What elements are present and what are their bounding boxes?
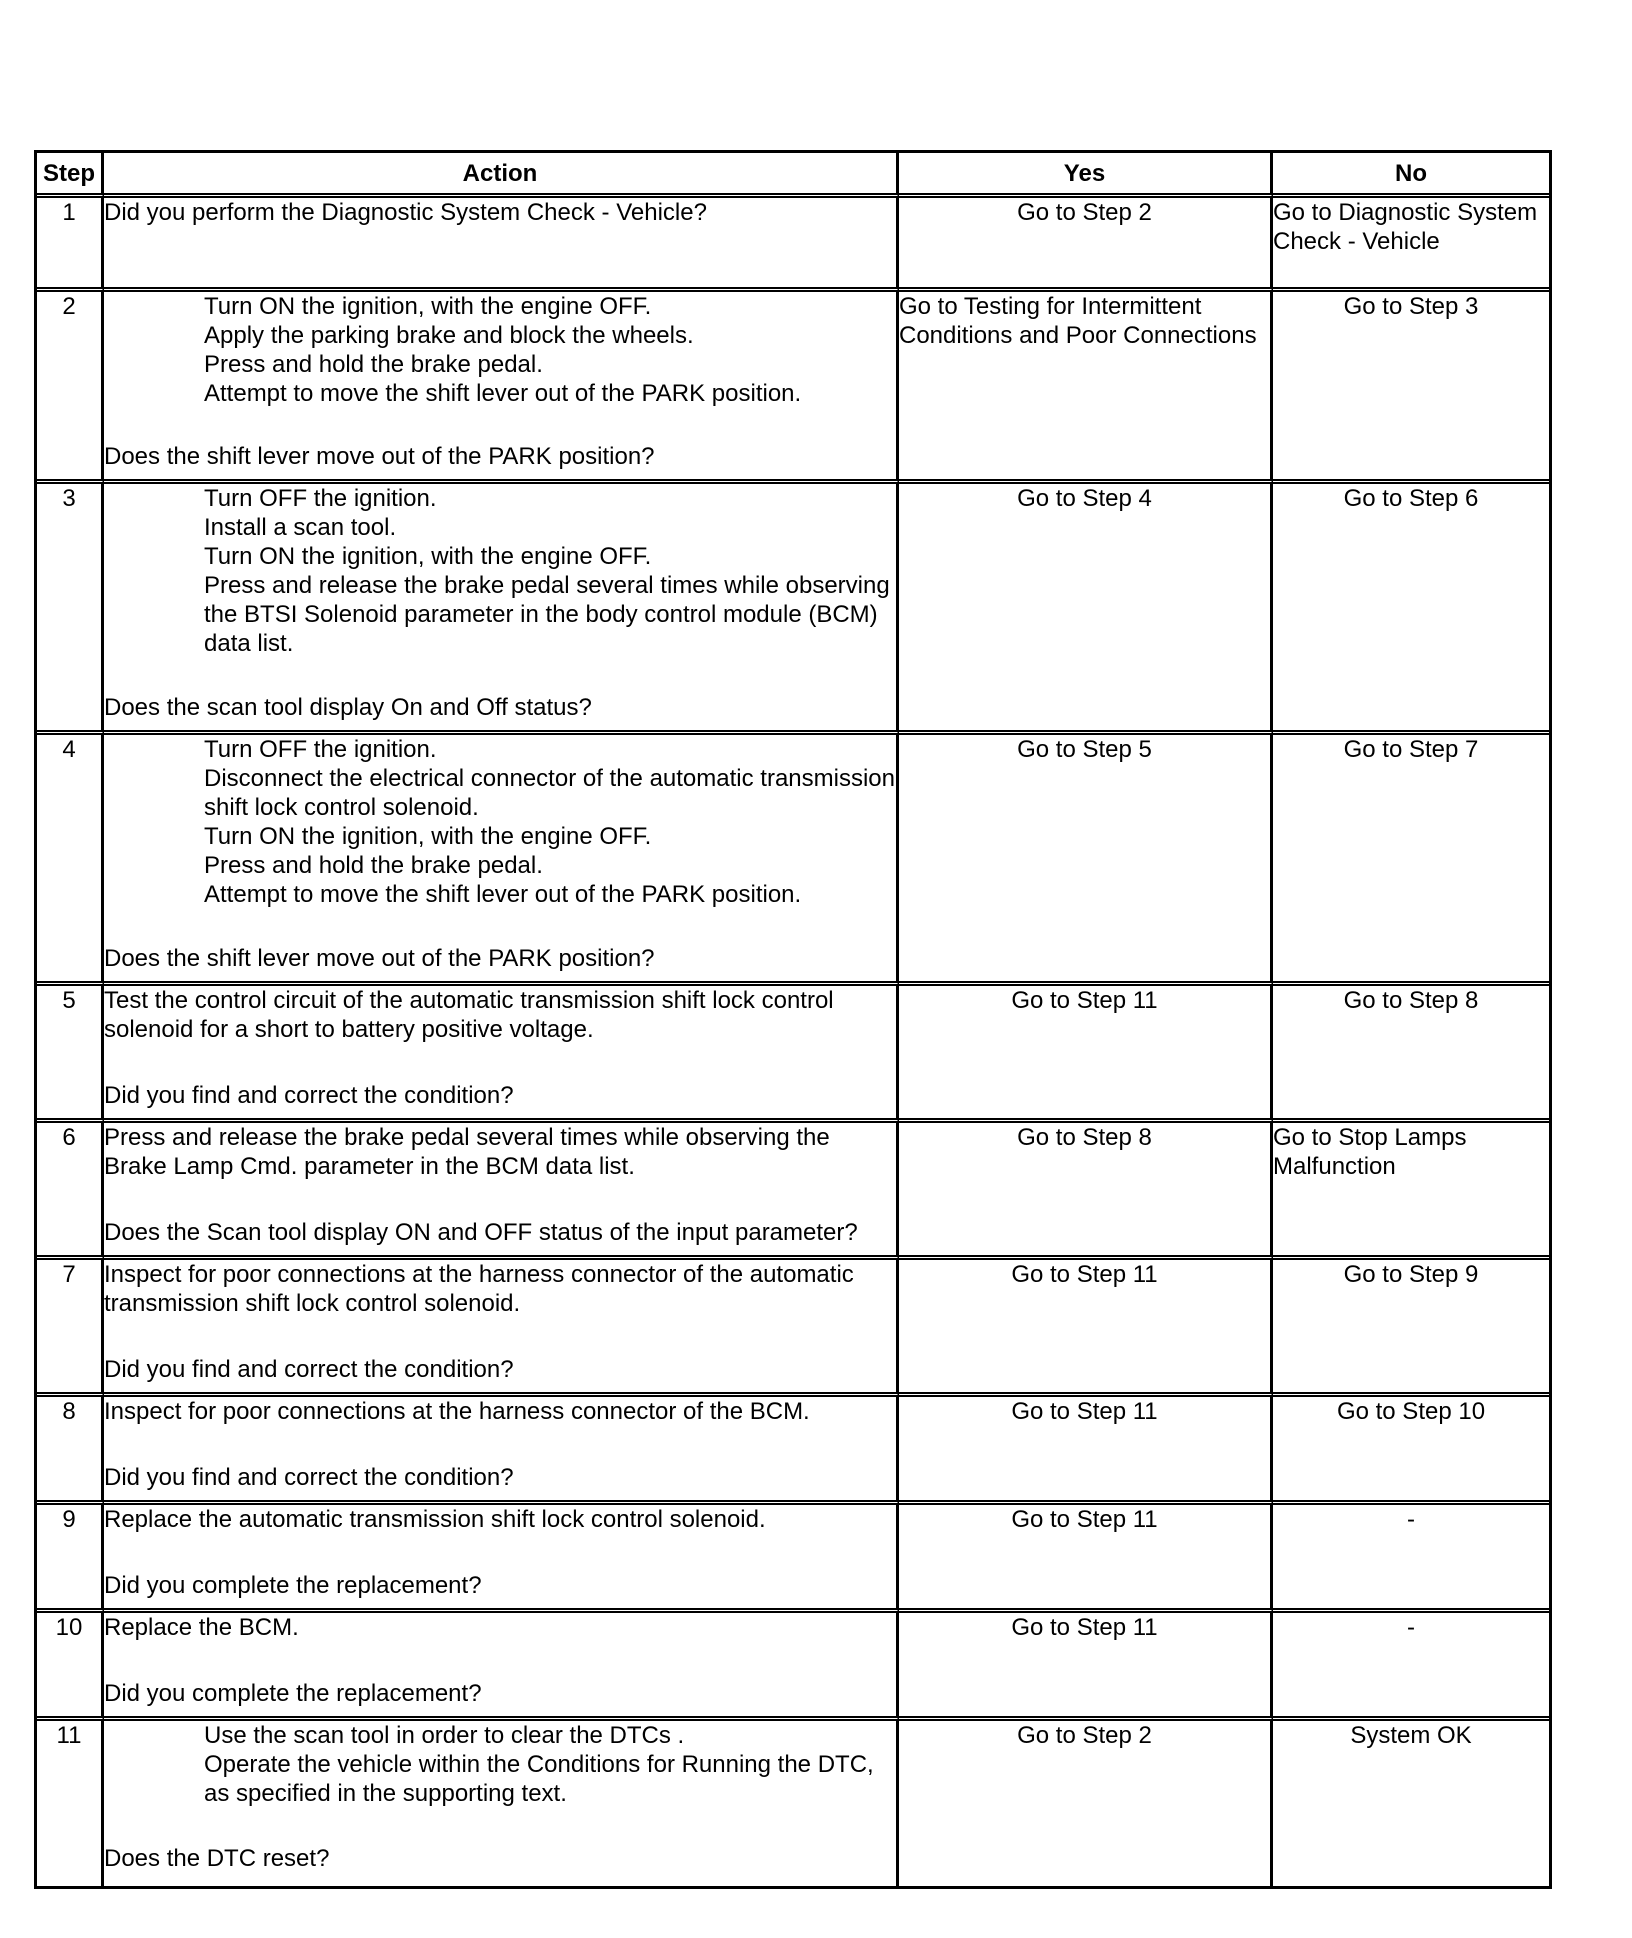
yes-result: Go to Step 11 — [899, 1505, 1273, 1613]
action-cell — [104, 1505, 899, 1613]
action-text: Press and release the brake pedal several times while observing the Brake Lamp Cmd. parameter in the BCM data list. — [104, 1124, 830, 1180]
action-steps-list — [104, 292, 896, 408]
yes-result: Go to Step 2 — [899, 198, 1273, 292]
action-text: Inspect for poor connections at the harness connector of the automatic transmission shift lock control solenoid. — [104, 1261, 854, 1317]
action-step: Install a scan tool. — [204, 514, 397, 541]
table-row — [37, 1123, 1549, 1260]
action-step: Press and hold the brake pedal. — [204, 852, 543, 879]
action-question: Did you complete the replacement? — [104, 1680, 482, 1707]
action-step: Use the scan tool in order to clear the DTCs . — [204, 1722, 685, 1749]
action-steps-list — [104, 1721, 896, 1808]
no-result: - — [1273, 1505, 1549, 1613]
action-cell — [104, 986, 899, 1123]
action-text: Replace the BCM. — [104, 1614, 299, 1641]
header-action: Action — [104, 153, 899, 198]
action-cell — [104, 1721, 899, 1886]
action-text: Inspect for poor connections at the harness connector of the BCM. — [104, 1398, 810, 1425]
no-result: Go to Stop Lamps Malfunction — [1273, 1123, 1549, 1260]
step-number: 11 — [37, 1721, 104, 1886]
diagnostic-table — [34, 150, 1552, 1889]
action-question: Does the DTC reset? — [104, 1845, 330, 1872]
header-row — [37, 153, 1549, 198]
no-result: Go to Step 3 — [1273, 292, 1549, 484]
table-row — [37, 986, 1549, 1123]
action-question: Does the shift lever move out of the PARK position? — [104, 945, 655, 972]
action-cell — [104, 198, 899, 292]
action-question: Did you find and correct the condition? — [104, 1356, 514, 1383]
header-no: No — [1273, 153, 1549, 198]
action-steps-list — [104, 735, 896, 909]
no-result: - — [1273, 1613, 1549, 1721]
table-row — [37, 1260, 1549, 1397]
yes-result: Go to Step 8 — [899, 1123, 1273, 1260]
table-row — [37, 1397, 1549, 1505]
no-result: Go to Step 7 — [1273, 735, 1549, 986]
action-step: Turn ON the ignition, with the engine OFF. — [204, 823, 652, 850]
action-step: Attempt to move the shift lever out of the PARK position. — [204, 380, 802, 407]
step-number: 4 — [37, 735, 104, 986]
step-number: 7 — [37, 1260, 104, 1397]
action-step: Press and hold the brake pedal. — [204, 351, 543, 378]
no-result: Go to Step 6 — [1273, 484, 1549, 735]
step-number: 6 — [37, 1123, 104, 1260]
action-step: Attempt to move the shift lever out of the PARK position. — [204, 881, 802, 908]
table-row — [37, 735, 1549, 986]
step-number: 3 — [37, 484, 104, 735]
step-number: 2 — [37, 292, 104, 484]
action-question: Does the shift lever move out of the PARK position? — [104, 443, 655, 470]
yes-result: Go to Step 2 — [899, 1721, 1273, 1886]
no-result: Go to Step 9 — [1273, 1260, 1549, 1397]
yes-result: Go to Step 11 — [899, 1397, 1273, 1505]
no-result: Go to Step 8 — [1273, 986, 1549, 1123]
action-question: Did you find and correct the condition? — [104, 1082, 514, 1109]
action-step: Press and release the brake pedal several times while observing the BTSI Solenoid parameter in the body control module (BCM) data list. — [204, 572, 890, 657]
step-number: 1 — [37, 198, 104, 292]
action-cell — [104, 735, 899, 986]
yes-result: Go to Step 11 — [899, 1260, 1273, 1397]
action-cell — [104, 292, 899, 484]
table-row — [37, 484, 1549, 735]
yes-result: Go to Step 11 — [899, 986, 1273, 1123]
action-text: Replace the automatic transmission shift lock control solenoid. — [104, 1506, 766, 1533]
action-steps-list — [104, 484, 896, 658]
action-question: Did you find and correct the condition? — [104, 1464, 514, 1491]
action-step: Apply the parking brake and block the wheels. — [204, 322, 694, 349]
no-result: System OK — [1350, 1722, 1472, 1749]
action-step: Disconnect the electrical connector of the automatic transmission shift lock control solenoid. — [204, 765, 895, 821]
action-step: Operate the vehicle within the Conditions for Running the DTC, as specified in the supporting text. — [204, 1751, 874, 1807]
action-cell — [104, 1260, 899, 1397]
no-result: Go to Step 10 — [1273, 1397, 1549, 1505]
step-number: 9 — [37, 1505, 104, 1613]
header-step: Step — [37, 153, 104, 198]
no-result: Go to Diagnostic System Check - Vehicle — [1273, 198, 1549, 292]
table-row — [37, 1721, 1549, 1886]
step-number: 10 — [37, 1613, 104, 1721]
yes-result: Go to Step 4 — [899, 484, 1273, 735]
action-step: Turn OFF the ignition. — [204, 485, 437, 512]
header-yes: Yes — [899, 153, 1273, 198]
action-cell — [104, 1123, 899, 1260]
step-number: 8 — [37, 1397, 104, 1505]
table-row — [37, 1505, 1549, 1613]
action-text: Did you perform the Diagnostic System Check - Vehicle? — [104, 199, 707, 226]
yes-result: Go to Step 11 — [899, 1613, 1273, 1721]
yes-result: Go to Testing for Intermittent Conditions and Poor Connections — [899, 292, 1273, 484]
action-text: Test the control circuit of the automatic transmission shift lock control solenoid for a short to battery positive voltage. — [104, 987, 834, 1043]
action-question: Did you complete the replacement? — [104, 1572, 482, 1599]
step-number: 5 — [37, 986, 104, 1123]
action-step: Turn OFF the ignition. — [204, 736, 437, 763]
action-step: Turn ON the ignition, with the engine OFF. — [204, 293, 652, 320]
table-row — [37, 198, 1549, 292]
action-question: Does the Scan tool display ON and OFF status of the input parameter? — [104, 1219, 858, 1246]
action-cell — [104, 1397, 899, 1505]
action-step: Turn ON the ignition, with the engine OFF. — [204, 543, 652, 570]
action-cell — [104, 1613, 899, 1721]
action-cell — [104, 484, 899, 735]
table-row — [37, 292, 1549, 484]
table-row — [37, 1613, 1549, 1721]
action-question: Does the scan tool display On and Off status? — [104, 694, 592, 721]
table-body — [37, 198, 1549, 1886]
yes-result: Go to Step 5 — [899, 735, 1273, 986]
